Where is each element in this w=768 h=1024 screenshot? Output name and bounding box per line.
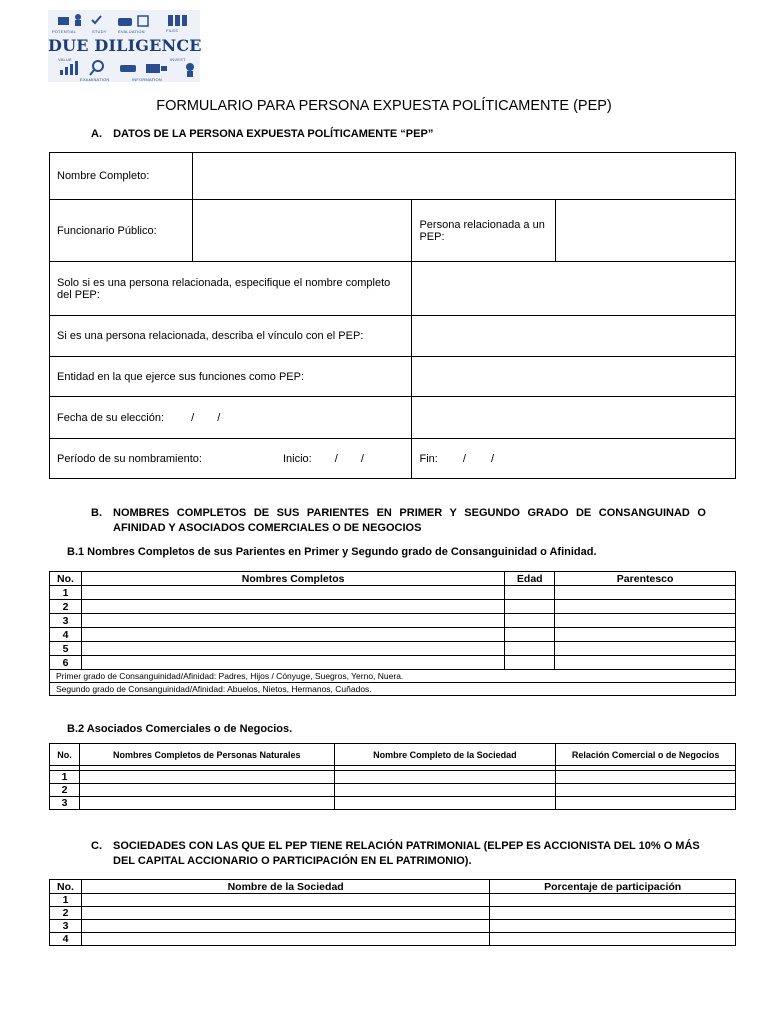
sociedad-cell[interactable] <box>81 894 489 907</box>
entidad-field[interactable] <box>412 357 736 397</box>
periodo-label: Período de su nombramiento: <box>57 452 202 465</box>
inicio-label: Inicio: <box>282 452 312 465</box>
porcentaje-cell[interactable] <box>490 907 736 920</box>
row-number: 5 <box>50 642 82 656</box>
b1-heading: B.1 Nombres Completos de sus Parientes en Primer y Segundo grado de Consanguinidad o Afinidad. <box>67 546 597 558</box>
nombre-completo-label: Nombre Completo: <box>50 153 193 200</box>
segundo-grado-note: Segundo grado de Consanguinidad/Afinidad: Abuelos, Nietos, Hermanos, Cuñados. <box>50 683 736 696</box>
relacion-cell[interactable] <box>556 797 736 810</box>
logo-bottom-word: INFORMATION <box>132 77 162 82</box>
table-row <box>50 642 736 656</box>
row-number: 1 <box>50 894 82 907</box>
section-b-heading <box>91 506 706 536</box>
table-row <box>50 586 736 600</box>
edad-cell[interactable] <box>505 614 555 628</box>
edad-cell[interactable] <box>505 586 555 600</box>
section-b-title: NOMBRES COMPLETOS DE SUS PARIENTES EN PRIMER Y SEGUNDO GRADO DE CONSANGUINAD O AFINIDAD Y ASOCIADOS COMERCIALES O DE NEGOCIOS <box>113 507 706 534</box>
row-number: 1 <box>50 771 80 784</box>
pep-data-table <box>49 152 736 479</box>
vinculo-label: Si es una persona relacionada, describa el vínculo con el PEP: <box>50 316 412 357</box>
form-title: FORMULARIO PARA PERSONA EXPUESTA POLÍTICAMENTE (PEP) <box>156 98 612 114</box>
sociedad-cell[interactable] <box>81 907 489 920</box>
nombre-pep-label: Solo si es una persona relacionada, especifique el nombre completo del PEP: <box>50 262 412 316</box>
entidad-label: Entidad en la que ejerce sus funciones como PEP: <box>50 357 412 397</box>
table-row <box>50 614 736 628</box>
table-row <box>50 784 736 797</box>
row-number: 1 <box>50 586 82 600</box>
sociedad-cell[interactable] <box>81 933 489 946</box>
persona-relacionada-label: Persona relacionada a un PEP: <box>412 200 556 262</box>
section-a-heading <box>91 128 433 140</box>
column-header: Nombres Completos <box>81 572 504 586</box>
relacion-cell[interactable] <box>556 771 736 784</box>
section-c-title: SOCIEDADES CON LAS QUE EL PEP TIENE RELACIÓN PATRIMONIAL (ELPEP ES ACCIONISTA DEL 10% O MÁS DEL CAPITAL ACCIONARIO O PARTICIPACIÓN EN EL PATRIMONIO). <box>113 840 700 867</box>
parentesco-cell[interactable] <box>555 586 736 600</box>
sociedad-cell[interactable] <box>334 771 556 784</box>
nombre-cell[interactable] <box>81 600 504 614</box>
persona-natural-cell[interactable] <box>79 797 334 810</box>
nombre-cell[interactable] <box>81 586 504 600</box>
logo-text: DUE DILIGENCE <box>48 36 202 55</box>
logo-bottom-word: INVEST <box>170 57 186 62</box>
section-c-heading <box>91 839 706 869</box>
parentesco-cell[interactable] <box>555 642 736 656</box>
row-number: 2 <box>50 600 82 614</box>
fecha-eleccion-label: Fecha de su elección: <box>57 411 165 424</box>
primer-grado-note: Primer grado de Consanguinidad/Afinidad: Padres, Hijos / Cónyuge, Suegros, Yerno, Nuera. <box>50 670 736 683</box>
row-number: 4 <box>50 628 82 642</box>
section-letter: B. <box>91 507 102 519</box>
due-diligence-logo <box>48 10 200 82</box>
edad-cell[interactable] <box>505 600 555 614</box>
parentesco-cell[interactable] <box>555 656 736 670</box>
column-header: Porcentaje de participación <box>490 880 736 894</box>
table-row <box>50 933 736 946</box>
nombre-completo-field[interactable] <box>192 153 735 200</box>
fecha-eleccion-cell[interactable] <box>50 397 412 439</box>
fecha-eleccion-field[interactable] <box>412 397 736 439</box>
edad-cell[interactable] <box>505 656 555 670</box>
parentesco-cell[interactable] <box>555 600 736 614</box>
parentesco-cell[interactable] <box>555 628 736 642</box>
funcionario-publico-label: Funcionario Público: <box>50 200 193 262</box>
column-header: No. <box>50 572 82 586</box>
row-number: 6 <box>50 656 82 670</box>
table-row <box>50 600 736 614</box>
date-slash: / <box>334 452 338 465</box>
date-slash: / <box>462 452 466 465</box>
b2-heading: B.2 Asociados Comerciales o de Negocios. <box>67 723 293 735</box>
table-row <box>50 907 736 920</box>
nombre-pep-field[interactable] <box>412 262 736 316</box>
logo-top-word: EVALUATION <box>118 29 145 34</box>
column-header: Nombres Completos de Personas Naturales <box>79 744 334 766</box>
logo-top-word: POTENTIAL <box>52 29 77 34</box>
porcentaje-cell[interactable] <box>490 894 736 907</box>
column-header: Nombre de la Sociedad <box>81 880 489 894</box>
table-row <box>50 628 736 642</box>
nombre-cell[interactable] <box>81 614 504 628</box>
logo-bottom-word: EXAMINATION <box>80 77 110 82</box>
table-row <box>50 656 736 670</box>
column-header: Relación Comercial o de Negocios <box>556 744 736 766</box>
date-slash: / <box>491 452 495 465</box>
column-header: Parentesco <box>555 572 736 586</box>
row-number: 2 <box>50 907 82 920</box>
table-row <box>50 894 736 907</box>
sociedad-cell[interactable] <box>334 797 556 810</box>
fin-label: Fin: <box>419 452 438 465</box>
sociedades-table <box>49 879 736 946</box>
porcentaje-cell[interactable] <box>490 933 736 946</box>
table-row <box>50 771 736 784</box>
nombre-cell[interactable] <box>81 628 504 642</box>
column-header: Nombre Completo de la Sociedad <box>334 744 556 766</box>
funcionario-publico-field[interactable] <box>192 200 412 262</box>
persona-relacionada-field[interactable] <box>556 200 736 262</box>
date-slash: / <box>217 411 221 424</box>
nombre-cell[interactable] <box>81 642 504 656</box>
edad-cell[interactable] <box>505 642 555 656</box>
section-letter: A. <box>91 128 102 140</box>
table-row <box>50 797 736 810</box>
row-number: 2 <box>50 784 80 797</box>
row-number: 4 <box>50 933 82 946</box>
periodo-cell[interactable] <box>50 439 412 479</box>
vinculo-field[interactable] <box>412 316 736 357</box>
porcentaje-cell[interactable] <box>490 920 736 933</box>
column-header: No. <box>50 744 80 766</box>
date-slash: / <box>191 411 195 424</box>
section-letter: C. <box>91 840 102 852</box>
column-header: Edad <box>505 572 555 586</box>
logo-bottom-word: VALUE <box>58 57 72 62</box>
parientes-table <box>49 571 736 696</box>
date-slash: / <box>360 452 364 465</box>
nombre-cell[interactable] <box>81 656 504 670</box>
sociedad-cell[interactable] <box>81 920 489 933</box>
row-number: 3 <box>50 797 80 810</box>
relacion-cell[interactable] <box>556 784 736 797</box>
section-a-title: DATOS DE LA PERSONA EXPUESTA POLÍTICAMENTE “PEP” <box>113 128 434 140</box>
persona-natural-cell[interactable] <box>79 784 334 797</box>
logo-top-word: STUDY <box>92 29 107 34</box>
parentesco-cell[interactable] <box>555 614 736 628</box>
table-row <box>50 920 736 933</box>
row-number: 3 <box>50 920 82 933</box>
column-header: No. <box>50 880 82 894</box>
row-number: 3 <box>50 614 82 628</box>
persona-natural-cell[interactable] <box>79 771 334 784</box>
sociedad-cell[interactable] <box>334 784 556 797</box>
logo-top-word: FILES <box>166 28 179 33</box>
edad-cell[interactable] <box>505 628 555 642</box>
asociados-table <box>49 743 736 810</box>
fin-cell[interactable] <box>412 439 736 479</box>
